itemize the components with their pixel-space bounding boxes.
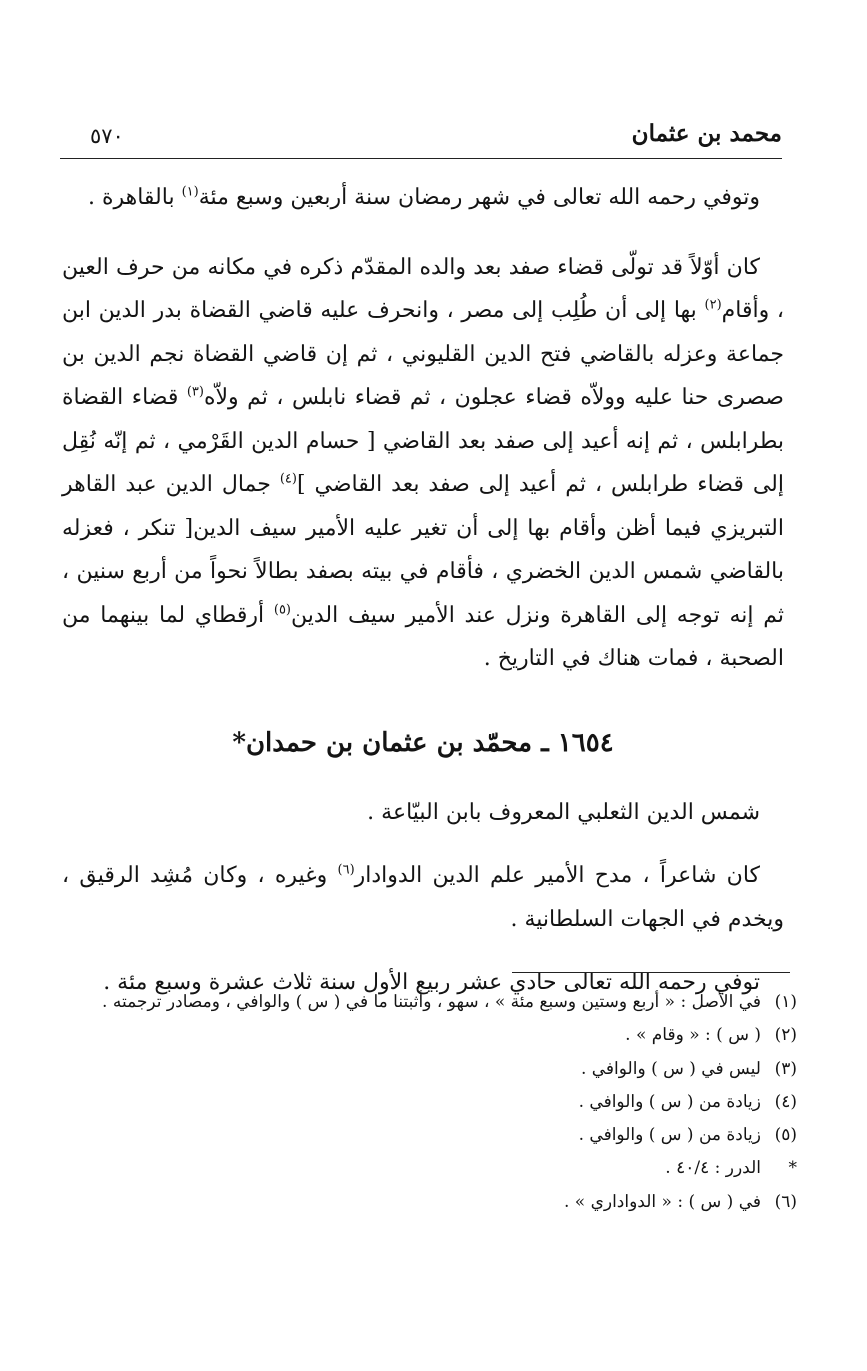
paragraph-text: توفي رحمه الله تعالى حادي عشر ربيع الأول سنة ثلاث عشرة وسبع مئة . bbox=[103, 970, 760, 995]
footnote-text: في الأصل : « أربع وستين وسبع مئة » ، سهو ، وأثبتنا ما في ( س ) والوافي ، ومصادر ترجمته . bbox=[102, 992, 761, 1012]
running-header bbox=[60, 118, 782, 159]
footnote-item bbox=[77, 1119, 797, 1152]
paragraph-poet bbox=[62, 854, 784, 941]
footnote-text: زيادة من ( س ) والوافي . bbox=[578, 1125, 761, 1146]
footnote-ref: (٢) bbox=[704, 297, 722, 313]
footnotes bbox=[77, 986, 797, 1219]
paragraph-text: بالقاهرة . bbox=[87, 185, 182, 210]
paragraph-text: أرقطاي لما بينهما من الصحبة ، فمات هناك في التاريخ . bbox=[62, 602, 784, 671]
paragraph-text: جمال الدين عبد القاهر التبريزي فيما أظن وأقام بها إلى أن تغير عليه الأمير سيف الدين[ تنكر ، فعزله بالقاضي شمس الدين الخضري ، فأقام في بيته بصفد بطالاً نحواً من أربع سنين ، ثم إنه توجه إلى القاهرة ونزل عند الأمير سيف الدين bbox=[62, 472, 784, 628]
footnote-item bbox=[77, 1152, 797, 1185]
footnote-text: ليس في ( س ) والوافي . bbox=[580, 1058, 761, 1079]
footnote-ref: (٥) bbox=[273, 602, 291, 618]
footnote-ref: (١) bbox=[181, 184, 199, 200]
footnote-number: * bbox=[788, 1158, 797, 1179]
footnote-number: (٣) bbox=[774, 1058, 797, 1079]
footnote-number: (٤) bbox=[774, 1091, 797, 1112]
footnote-text: ( س ) : « وقام » . bbox=[625, 1025, 761, 1046]
footnote-text: الدرر : ٤٠/٤ . bbox=[665, 1158, 761, 1179]
footnote-item bbox=[77, 1053, 797, 1086]
footnote-ref: (٣) bbox=[186, 384, 204, 400]
footnote-number: (٦) bbox=[774, 1191, 797, 1212]
footnote-number: (٥) bbox=[774, 1125, 797, 1146]
footnote-ref: (٦) bbox=[337, 862, 355, 878]
footnote-ref: (٤) bbox=[279, 471, 297, 487]
footnote-text: زيادة من ( س ) والوافي . bbox=[578, 1091, 761, 1112]
footnote-item bbox=[77, 1186, 797, 1219]
entry-heading: ١٦٥٤ ـ محمّد بن عثمان بن حمدان* bbox=[232, 727, 614, 758]
paragraph-text: كان شاعراً ، مدح الأمير علم الدين الدوادار bbox=[354, 863, 760, 888]
paragraph-text: قضاء القضاة بطرابلس ، ثم إنه أعيد إلى صفد بعد القاضي [ حسام الدين القَرْمي ، ثم إنّه نُقِل إلى قضاء طرابلس ، ثم أعيد إلى صفد بعد القاضي ] bbox=[62, 385, 784, 497]
footnote-item bbox=[77, 1086, 797, 1119]
running-title: محمد بن عثمان bbox=[631, 120, 782, 147]
footnote-item bbox=[77, 1019, 797, 1052]
paragraph-text: وتوفي رحمه الله تعالى في شهر رمضان سنة أربعين وسبع مئة bbox=[198, 185, 760, 210]
page-number: ٥٧٠ bbox=[90, 124, 124, 148]
paragraph-death-note bbox=[62, 176, 784, 220]
paragraph-career bbox=[62, 246, 784, 681]
footnote-number: (٢) bbox=[774, 1025, 797, 1046]
footnote-text: في ( س ) : « الدواداري » . bbox=[563, 1191, 761, 1212]
main-text bbox=[62, 176, 784, 1025]
footnote-separator bbox=[512, 972, 790, 973]
paragraph-text: كان أوّلاً قد تولّى قضاء صفد بعد والده المقدّم ذكره في مكانه من حرف العين ، وأقام bbox=[62, 254, 785, 323]
paragraph-identity bbox=[62, 791, 784, 835]
footnote-item bbox=[77, 986, 797, 1019]
footnote-number: (١) bbox=[774, 992, 797, 1012]
paragraph-text: شمس الدين الثعلبي المعروف بابن البيّاعة . bbox=[367, 799, 760, 825]
paragraph-text: وغيره ، وكان مُشِد الرقيق ، ويخدم في الجهات السلطانية . bbox=[62, 863, 784, 932]
paragraph-text: بها إلى أن طُلِب إلى مصر ، وانحرف عليه قاضي القضاة بدر الدين ابن جماعة وعزله بالقاضي فتح الدين القليوني ، ثم إن قاضي القضاة نجم الدين بن صصرى حنا عليه وولاّه قضاء عجلون ، ثم قضاء نابلس ، ثم ولاّه bbox=[62, 298, 784, 410]
